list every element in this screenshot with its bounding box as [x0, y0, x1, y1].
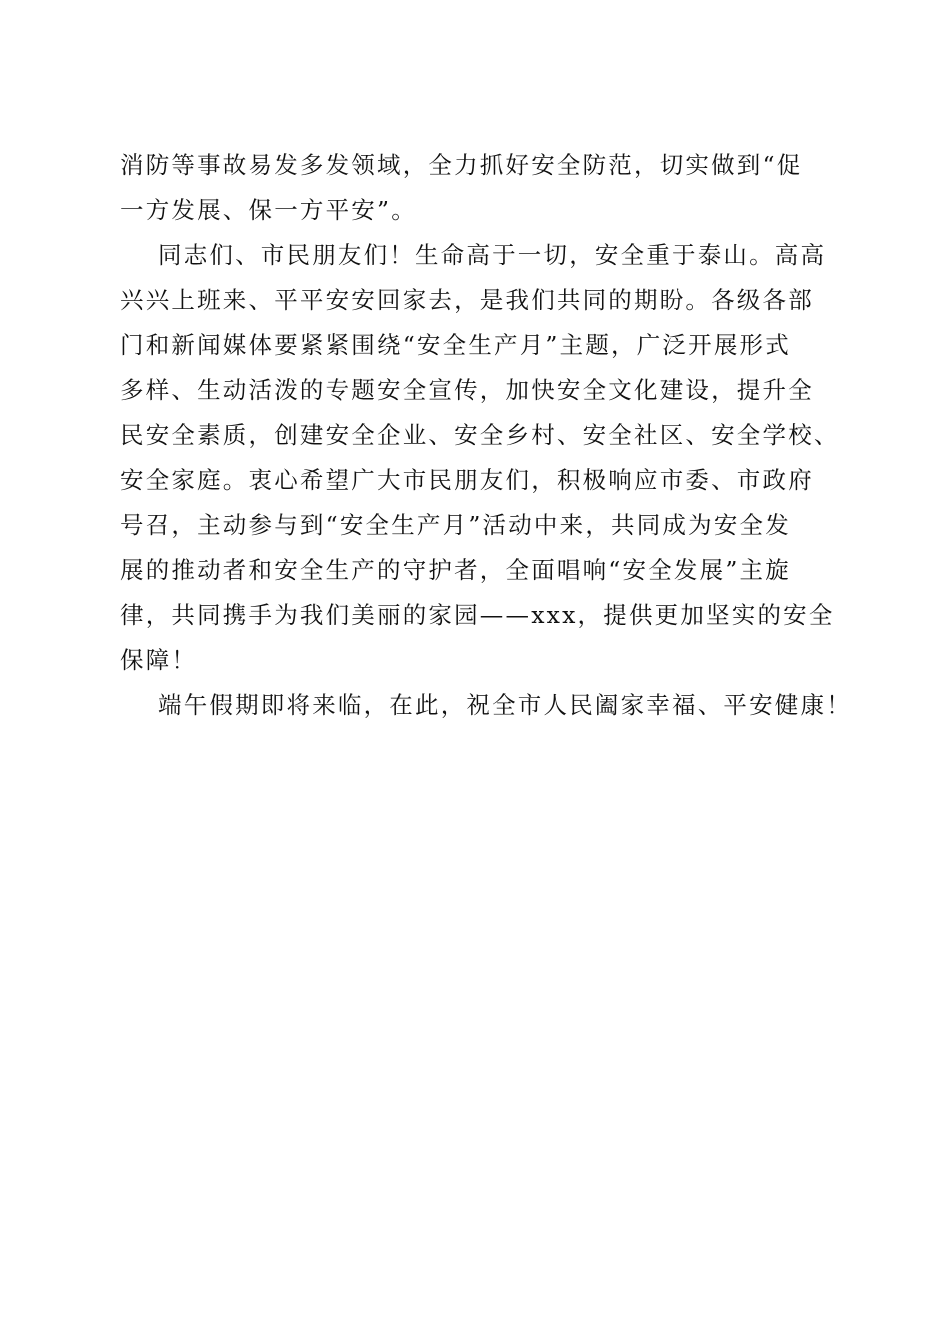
text-line: 一方发展、保一方平安”。 — [120, 196, 417, 224]
text-line: 号召，主动参与到“安全生产月”活动中来，共同成为安全发 — [120, 511, 791, 539]
text-line: 民安全素质，创建安全企业、安全乡村、安全社区、安全学校、 — [120, 421, 840, 449]
document-body — [120, 143, 852, 728]
paragraph-first-line: 端午假期即将来临，在此，祝全市人民阖家幸福、平安健康！ — [158, 691, 852, 719]
text-line: 兴兴上班来、平平安安回家去，是我们共同的期盼。各级各部 — [120, 286, 814, 314]
text-line: 安全家庭。衷心希望广大市民朋友们，积极响应市委、市政府 — [120, 466, 814, 494]
text-line: 多样、生动活泼的专题安全宣传，加快安全文化建设，提升全 — [120, 376, 814, 404]
paragraph-first-line: 同志们、市民朋友们！生命高于一切，安全重于泰山。高高 — [158, 241, 827, 269]
text-line: 门和新闻媒体要紧紧围绕“安全生产月”主题，广泛开展形式 — [120, 331, 791, 359]
text-line: 展的推动者和安全生产的守护者，全面唱响“安全发展”主旋 — [120, 556, 791, 584]
text-line: 律，共同携手为我们美丽的家园——xxx，提供更加坚实的安全 — [120, 601, 835, 629]
text-line: 保障！ — [120, 646, 198, 674]
text-line: 消防等事故易发多发领域，全力抓好安全防范，切实做到“促 — [120, 151, 803, 179]
